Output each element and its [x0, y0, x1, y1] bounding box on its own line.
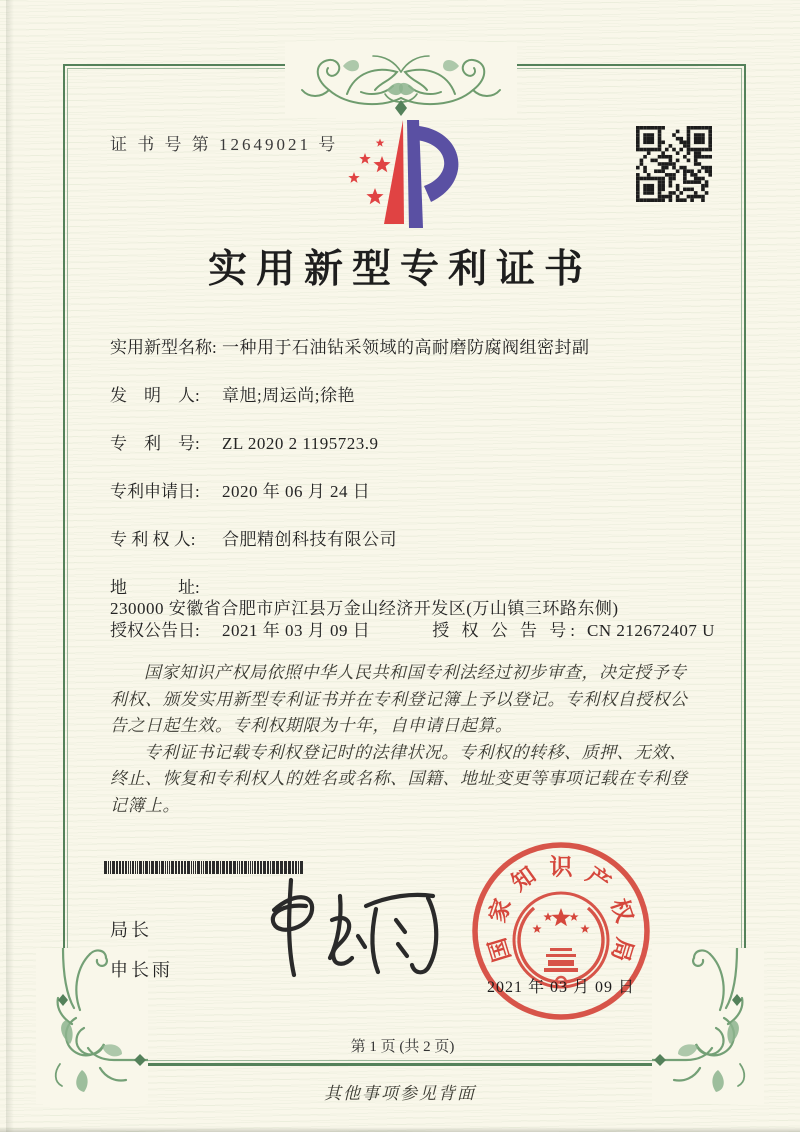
svg-text:权: 权: [606, 895, 638, 926]
official-seal-icon: [466, 836, 656, 1026]
field-row-address: [110, 579, 695, 620]
seal-date: 2021 年 03 月 09 日: [486, 979, 635, 996]
field-row-patentee: [110, 531, 695, 549]
certificate-fields: [110, 338, 715, 670]
handwritten-signature-icon: [228, 862, 446, 987]
grant-date-pair: [110, 622, 370, 640]
officer-title: 局长: [110, 920, 152, 940]
field-label: 授权公告日:: [110, 621, 200, 640]
svg-text:知: 知: [507, 862, 541, 896]
field-label: 地 址:: [110, 578, 200, 597]
field-row-filing-date: [110, 483, 695, 501]
svg-text:产: 产: [581, 862, 615, 896]
field-label: 专利申请日:: [110, 482, 200, 501]
cnipa-logo-icon: [335, 112, 480, 232]
field-value: 合肥精创科技有限公司: [222, 530, 397, 549]
scan-bottom-edge-shadow: [0, 1127, 800, 1132]
page-number: 第 1 页 (共 2 页): [350, 1039, 455, 1055]
svg-text:识: 识: [549, 854, 573, 880]
field-value: CN 212672407 U: [586, 621, 715, 640]
field-value: 2020 年 06 月 24 日: [222, 482, 371, 501]
legal-text: [110, 660, 690, 819]
officer-block: [110, 916, 173, 982]
field-value: 230000 安徽省合肥市庐江县万金山经济开发区(万山镇三环路东侧): [110, 599, 619, 618]
legal-paragraph-2: 专利证书记载专利权登记时的法律状况。专利权的转移、质押、无效、终止、恢复和专利权人的姓名或名称、国籍、地址变更等事项记载在专利登记簿上。: [110, 742, 688, 815]
field-label: 专 利 权 人:: [110, 530, 196, 549]
svg-text:家: 家: [484, 895, 516, 926]
svg-text:局: 局: [606, 935, 638, 965]
field-label: 实用新型名称:: [110, 338, 217, 357]
grant-number-pair: [432, 622, 715, 640]
qr-code-icon: [636, 126, 712, 202]
frame-ornament-top-center-icon: [285, 42, 517, 118]
field-label: 授 权 公 告 号:: [432, 621, 579, 640]
field-label: 发 明 人:: [110, 386, 200, 405]
field-row-patent-number: [110, 435, 695, 453]
field-value: 2021 年 03 月 09 日: [222, 621, 371, 640]
field-row-grant: [110, 621, 715, 640]
legal-paragraph-1: 国家知识产权局依照中华人民共和国专利法经过初步审查，决定授予专利权、颁发实用新型专利证书并在专利登记簿上予以登记。专利权自授权公告之日起生效。专利权期限为十年，自申请日起算。: [110, 663, 688, 735]
field-row-name: [110, 339, 695, 357]
certificate-title: 实用新型专利证书: [207, 248, 592, 291]
field-value: 章旭;周运尚;徐艳: [222, 386, 355, 405]
back-note: 其他事项参见背面: [324, 1084, 476, 1103]
svg-text:国: 国: [484, 935, 516, 965]
field-label: 专 利 号:: [110, 434, 200, 453]
field-value: 一种用于石油钻采领域的高耐磨防腐阀组密封副: [222, 338, 590, 357]
field-row-inventors: [110, 387, 695, 405]
scan-left-edge-shadow: [6, 0, 14, 1132]
field-value: ZL 2020 2 1195723.9: [222, 434, 379, 453]
officer-name: 申长雨: [110, 960, 173, 980]
certificate-number: 证 书 号 第 12649021 号: [110, 135, 339, 154]
